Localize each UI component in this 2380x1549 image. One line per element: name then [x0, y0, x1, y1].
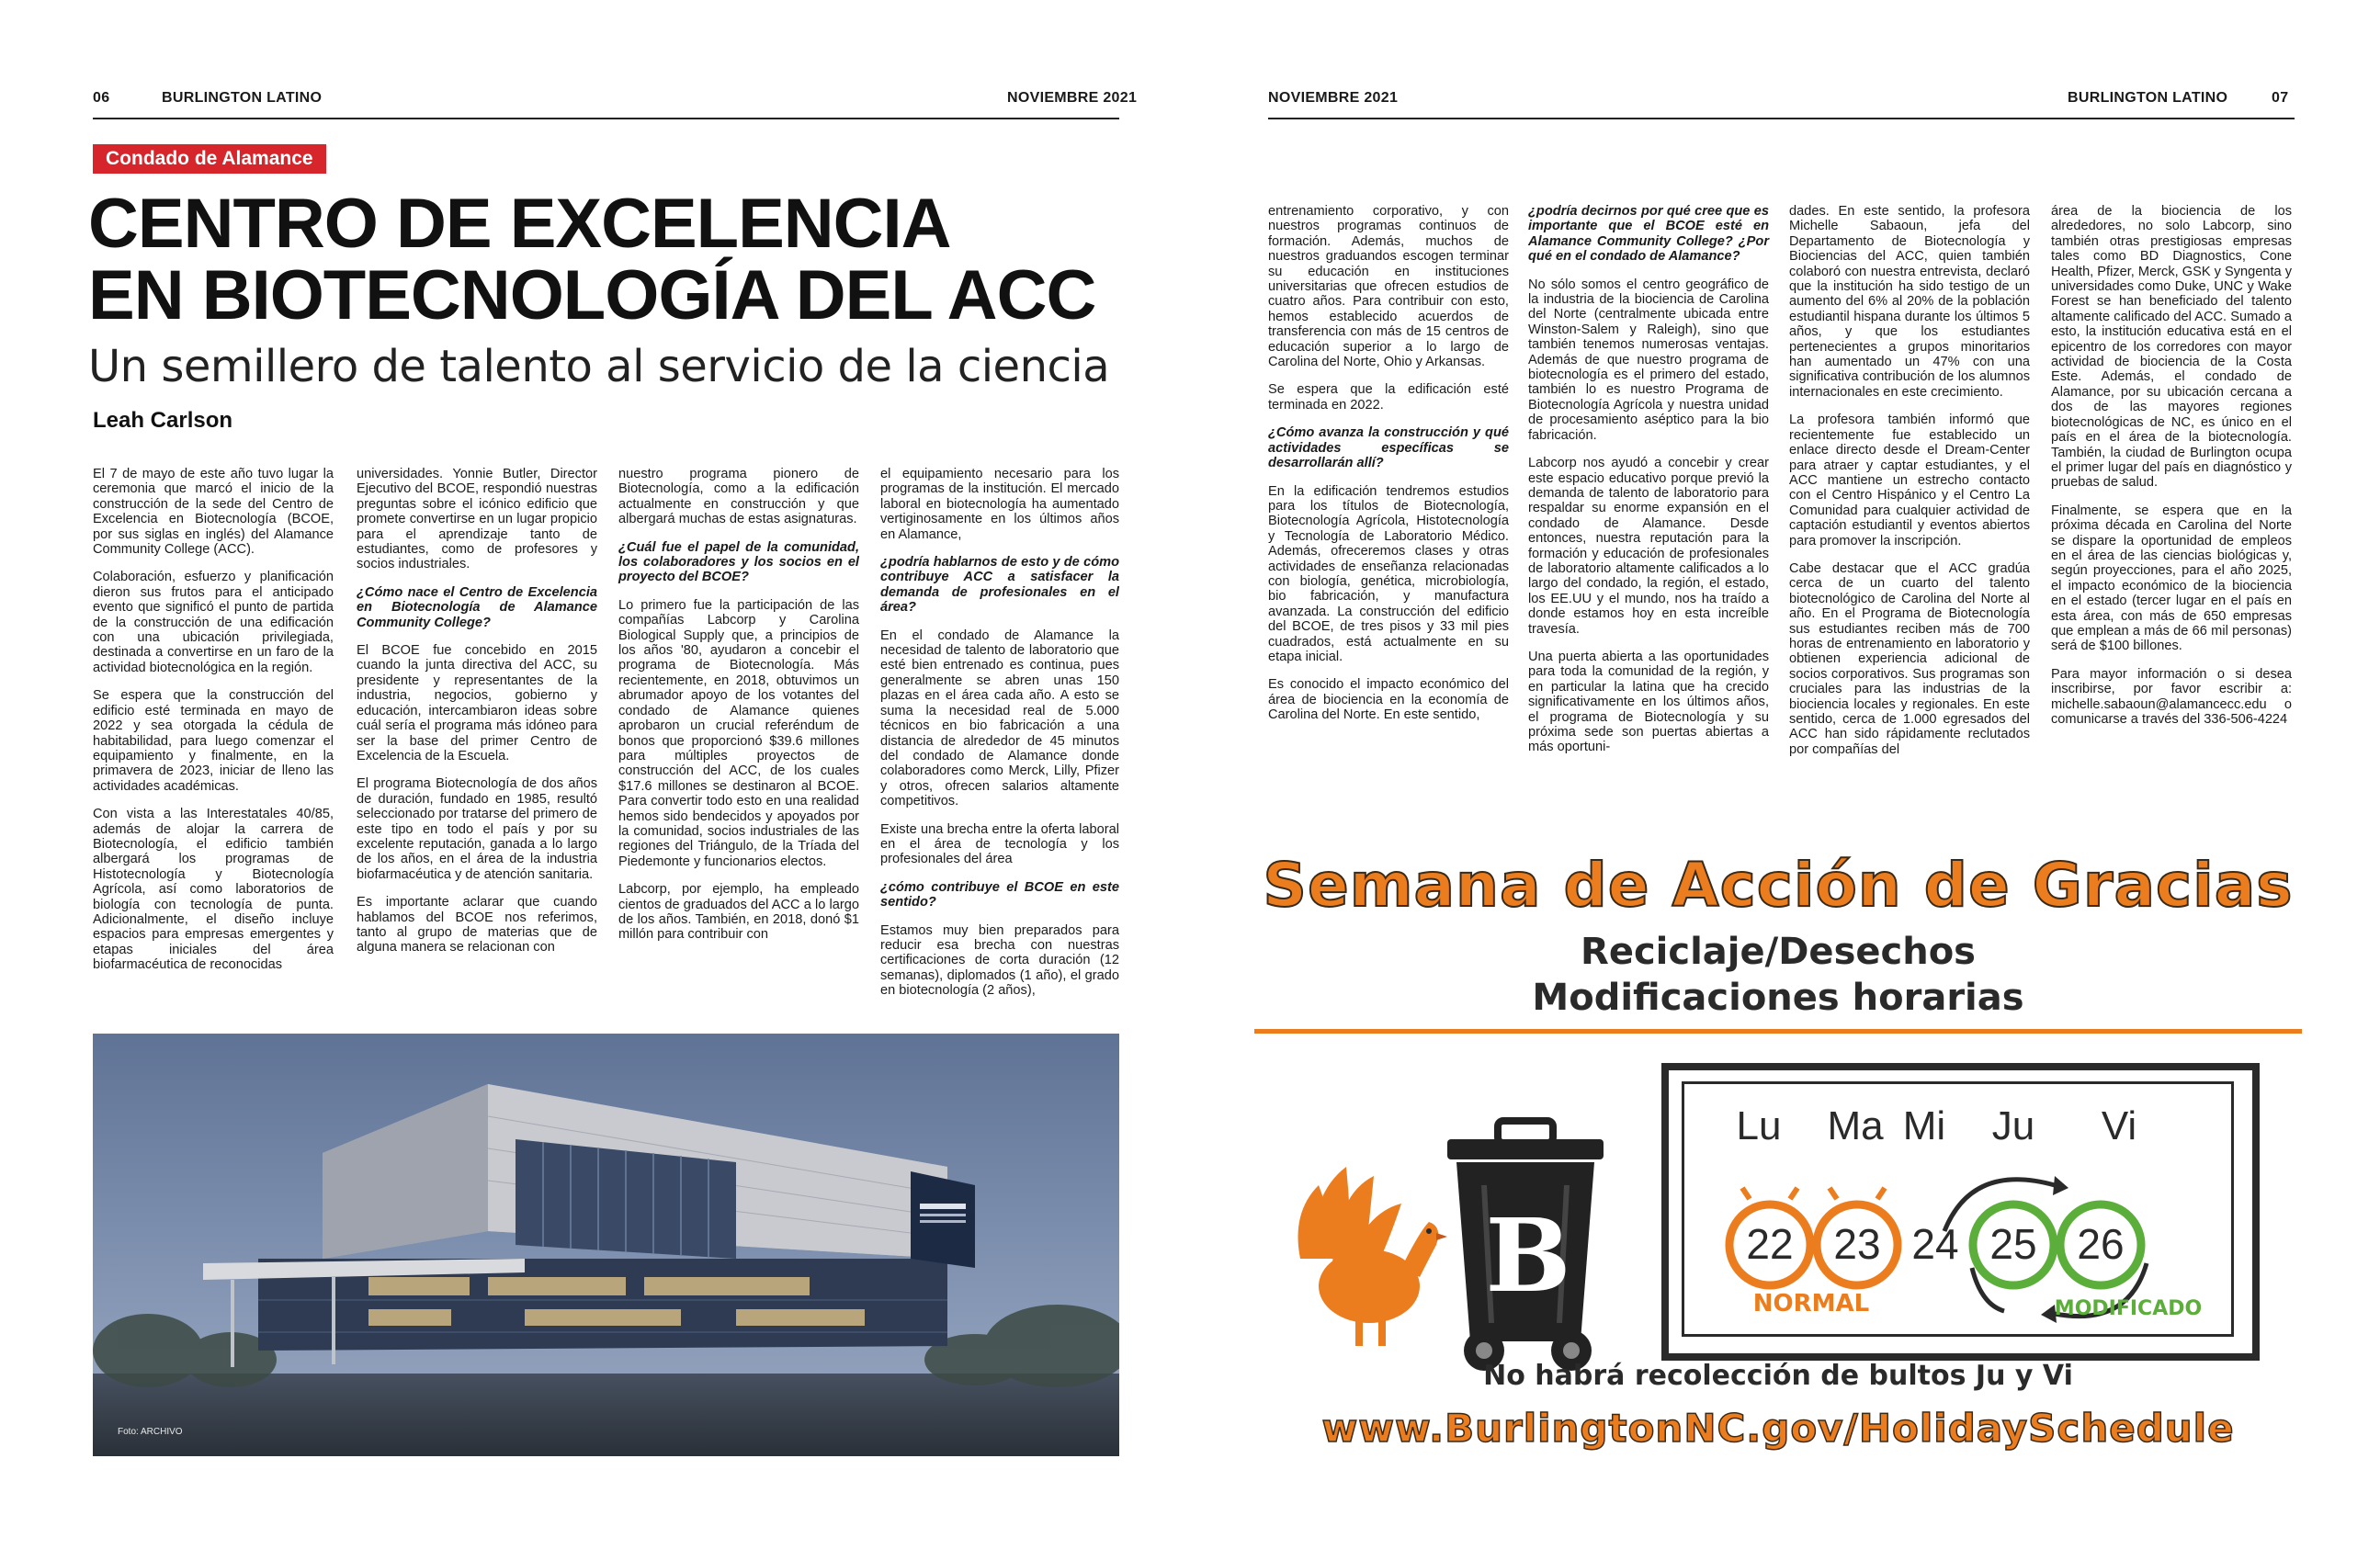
byline: Leah Carlson: [93, 408, 233, 433]
article-paragraph: El BCOE fue concebido en 2015 cuando la junta directiva del ACC, su presidente y representantes de la industria, negocios, gobierno y educación, intercambiaron ideas sobre cuál sería el programa más idóneo para ser la base del primer Centro de Excelencia de la Escuela.: [357, 643, 597, 763]
date-22: 22: [1746, 1220, 1794, 1268]
article-paragraph: En el condado de Alamance la necesidad de talento de laboratorio que esté bien entrenado es continua, pues generalmente se abren unas 150 plazas en el área cada año. A esto se suma la necesidad real de 5.000 técnicos en bio fabricación a una distancia de alrededor de 45 minutos del condado de Alamance donde colaboradores como Merck, Lilly, Pfizer y otros, ofrecen salarios altamente competitivos.: [880, 628, 1119, 809]
ad-url[interactable]: www.BurlingtonNC.gov/HolidaySchedule: [1321, 1406, 2235, 1451]
ad-divider: [1254, 1029, 2302, 1034]
article-paragraph: Se espera que la edificación esté terminada en 2022.: [1268, 382, 1509, 413]
holiday-schedule-ad: [1254, 850, 2302, 1475]
date-23: 23: [1833, 1220, 1881, 1268]
interview-question: ¿Cuál fue el papel de la comunidad, los colaboradores y los socios en el proyecto del BCOE?: [618, 539, 859, 585]
article-paragraph: Labcorp, por ejemplo, ha empleado cientos de graduados del ACC a lo largo de los años. También, en 2018, donó $1 millón para contribuir con: [618, 882, 859, 943]
date-25: 25: [1989, 1220, 2037, 1268]
day-label-ma: Ma: [1827, 1103, 1884, 1148]
subheadline: Un semillero de talento al servicio de la ciencia: [88, 341, 1110, 392]
ad-title: Semana de Acción de Gracias: [1263, 850, 2294, 921]
article-paragraph: En la edificación tendremos estudios para los títulos de Biotecnología, Biotecnología Agrícola, Histotecnología y Tecnología de Laboratorio Médico. Además, ofreceremos clases y otras actividades de enseñanza relacionadas con biología, genética, microbiología, bio fabricación, y manufactura avanzada. La construcción del edificio del BCOE, de tres pisos y 33 mil pies cuadrados, está actualmente en su etapa inicial.: [1268, 483, 1509, 664]
article-paragraph: Colaboración, esfuerzo y planificación dieron sus frutos para el anticipado evento que significó el punto de partida de la construcción de una edificación con una ubicación privilegiada, destinada a convertirse en un faro de la actividad biotecnológica en la región.: [93, 570, 334, 675]
city-logo-letter: B: [1485, 1196, 1571, 1315]
article-paragraph: Lo primero fue la participación de las compañías Labcorp y Carolina Biological Supply que, a principios de los años '80, ayudaron a concebir el programa de Biotecnología. Más recientemente, en 2018, obtuvimos un abrumador apoyo de los votantes del condado de Alamance quienes aprobaron un crucial referéndum de bonos que proporcionó $39.6 millones para múltiples proyectos de construcción del ACC, de los cuales $17.6 millones se destinaron al BCOE. Para convertir todo esto en una realidad hemos sido bendecidos y apoyados por la comunidad, socios industriales de las regiones del Triángulo, de la Tríada del Piedemonte y funcionarios electos.: [618, 597, 859, 869]
article-column-1: [93, 467, 334, 986]
article-paragraph: Es importante aclarar que cuando hablamos del BCOE nos referimos, tanto al grupo de materias que de alguna manera se relacionan con: [357, 895, 597, 955]
article-paragraph: Se espera que la construcción del edificio esté terminada en mayo de 2022 y sea otorgada la cédula de habitabilidad, para luego comenzar el equipamiento y finalmente, en la primavera de 2023, iniciar de lleno las actividades académicas.: [93, 688, 334, 794]
trash-cart-icon: [1429, 1112, 1622, 1378]
turkey-icon: [1282, 1158, 1447, 1360]
article-paragraph: dades. En este sentido, la profesora Michelle Sabaoun, jefa del Departamento de Biotecnología y Biociencias del ACC, quien también colaboró con nuestra entrevista, declaró que la institución ha sido testigo de un aumento del 6% al 20% de la población estudiantil hispana durante los últimos 5 años, y que los estudiantes pertenecientes a grupos minoritarios han aumentado un 47% con una significativa contribución de los alumnos internacionales en este crecimiento.: [1789, 204, 2030, 400]
date-26: 26: [2077, 1220, 2125, 1268]
interview-question: ¿podría decirnos por qué cree que es importante que el BCOE esté en Alamance Community College? ¿Por qué en el condado de Alamance?: [1528, 204, 1769, 265]
article-column-7: [1789, 204, 2030, 770]
headline: [88, 185, 1136, 334]
article-paragraph: Con vista a las Interestatales 40/85, además de alojar la carrera de Biotecnología, el edificio también albergará los programas de Histotecnología y Biotecnología Agrícola, así como laboratorios de biología con tecnología de punta. Adicionalmente, el diseño incluye espacios para empresas emergentes y etapas iniciales del área biofarmacéutica de reconocidas: [93, 807, 334, 973]
interview-question: ¿Cómo nace el Centro de Excelencia en Biotecnología de Alamance Community College?: [357, 584, 597, 630]
ad-notice: No habrá recolección de bultos Ju y Vi: [1483, 1360, 2073, 1392]
page-number: 06: [93, 90, 110, 106]
section-tag: Condado de Alamance: [93, 144, 326, 174]
article-paragraph: Finalmente, se espera que en la próxima década en Carolina del Norte se dispare la oportunidad de empleos en el área de las ciencias biológicas y, según proyecciones, para el año 2025, el impacto económico de la biociencia en el estado (tercer lugar en el país en esta área, con más de 650 empresas que emplean a más de 66 mil personas) será de $100 billones.: [2051, 503, 2292, 654]
calendar-graphic: [1669, 1070, 2252, 1353]
article-paragraph: universidades. Yonnie Butler, Director Ejecutivo del BCOE, respondió nuestras preguntas sobre el icónico edificio que promete convertirse en un lugar propicio para el aprendizaje tanto de estudiantes, como de profesores y socios industriales.: [357, 467, 597, 572]
article-column-2: [357, 467, 597, 968]
header-rule: [93, 118, 1119, 119]
issue-date: NOVIEMBRE 2021: [1007, 90, 1138, 106]
article-column-3: [618, 467, 859, 955]
publication-name: BURLINGTON LATINO: [2068, 90, 2228, 106]
calendar-box: [1661, 1063, 2260, 1361]
page-number: 07: [2272, 90, 2289, 106]
article-paragraph: El programa Biotecnología de dos años de duración, fundado en 1985, resultó seleccionado por tratarse del primero de este tipo en todo el país y por su excelente reputación, ganada a lo largo de los años, en el área de la industria biofarmacéutica y de atención sanitaria.: [357, 776, 597, 882]
normal-label: NORMAL: [1752, 1290, 1870, 1317]
building-photo: [93, 1034, 1119, 1456]
issue-date: NOVIEMBRE 2021: [1268, 90, 1399, 106]
article-paragraph: Existe una brecha entre la oferta laboral en el área de tecnología y los profesionales del área: [880, 821, 1119, 867]
article-column-5: [1268, 204, 1509, 736]
modified-label: MODIFICADO: [2054, 1297, 2203, 1320]
article-paragraph: Una puerta abierta a las oportunidades para toda la comunidad de la región, y en particular la latina que ha crecido significativamente en los últimos años, el programa de Biotecnología y su próxima sede son puertas abiertas a más oportuni-: [1528, 649, 1769, 755]
article-paragraph: No sólo somos el centro geográfico de la industria de la biociencia de Carolina del Norte (centralmente ubicada entre Winston-Salem y Raleigh), sino que también tenemos numerosas ventajas. Además de que nuestro programa de biotecnología es el primero del estado, también lo es nuestro Programa de Biotecnología Agrícola y nuestra unidad de procesamiento aséptico para la bio fabricación.: [1528, 277, 1769, 443]
article-column-8: [2051, 204, 2292, 740]
article-paragraph: Para mayor información o si desea inscribirse, por favor escribir a: michelle.sabaoun@alamancecc.edu o comunicarse a través del 336-506-4224: [2051, 666, 2292, 727]
ad-subtitle-schedule: Modificaciones horarias: [1532, 977, 2024, 1019]
photo-credit: Foto: ARCHIVO: [118, 1427, 183, 1437]
article-paragraph: entrenamiento corporativo, y con nuestros programas continuos de formación. Además, muchos de nuestros graduandos escogen terminar su educación en instituciones universitarias que ofrecen estudios de cuatro años. Para contribuir con esto, hemos establecido acuerdos de transferencia con más de 15 centros de educación superior a lo largo de Carolina del Norte, Ohio y Arkansas.: [1268, 204, 1509, 370]
interview-question: ¿cómo contribuye el BCOE en este sentido?: [880, 879, 1119, 910]
article-paragraph: el equipamiento necesario para los programas de la institución. El mercado laboral en biotecnología ha aumentado vertiginosamente en los últimos años en Alamance,: [880, 467, 1119, 542]
article-paragraph: La profesora también informó que recientemente fue establecido un enlace directo desde el Dream-Center para atraer y captar estudiantes, y el ACC mantiene un estrecho contacto con el Centro Hispánico y el Centro La Comunidad para cualquier actividad de captación estudiantil y eventos abiertos para promover la inscripción.: [1789, 413, 2030, 548]
headline-line-1: CENTRO DE EXCELENCIA: [88, 185, 951, 263]
publication-name: BURLINGTON LATINO: [162, 90, 323, 106]
header-rule: [1268, 118, 2295, 119]
interview-question: ¿Cómo avanza la construcción y qué actividades específicas se desarrollarán allí?: [1268, 425, 1509, 471]
ad-subtitle-recycling: Reciclaje/Desechos: [1581, 931, 1976, 973]
article-paragraph: Es conocido el impacto económico del área de biociencia en la economía de Carolina del Norte. En este sentido,: [1268, 677, 1509, 723]
day-label-ju: Ju: [1991, 1103, 2035, 1148]
date-24: 24: [1911, 1220, 1959, 1268]
interview-question: ¿podría hablarnos de esto y de cómo contribuye ACC a satisfacer la demanda de profesionales en el área?: [880, 555, 1119, 616]
article-paragraph: área de la biociencia de los alrededores, no solo Labcorp, sino también otras prestigiosas empresas tales como BD Diagnostics, Cone Health, Pfizer, Merck, GSK y Syngenta y universidades como Duke, UNC y Wake Forest se han beneficiado del talento altamente calificado del ACC. Sumado a esto, la institución educativa está en el epicentro de los corredores con mayor actividad de biociencia de la Costa Este. Además, el condado de Alamance, por su ubicación cercana a dos de las mayores regiones biotecnológicas de NC, es único en el país en el área de la biotecnología. También, la ciudad de Burlington ocupa el primer lugar del país en diagnóstico y pruebas de salud.: [2051, 204, 2292, 491]
day-label-vi: Vi: [2101, 1103, 2137, 1148]
article-column-6: [1528, 204, 1769, 768]
article-paragraph: nuestro programa pionero de Biotecnología, como a la edificación actualmente en construcción y que albergará muchas de estas asignaturas.: [618, 467, 859, 527]
article-paragraph: Cabe destacar que el ACC gradúa cerca de un cuarto del talento biotecnológico de Carolina del Norte al año. En el Programa de Biotecnología sus estudiantes reciben más de 700 horas de entrenamiento en laboratorio y obtienen experiencia adicional de socios corporativos. Sus programas son cruciales para las industrias de la biociencia locales y regionales. En este sentido, cerca de 1.000 egresados del ACC han sido rápidamente reclutados por compañías del: [1789, 560, 2030, 757]
article-column-4: [880, 467, 1119, 1012]
day-label-lu: Lu: [1736, 1103, 1782, 1148]
article-paragraph: El 7 de mayo de este año tuvo lugar la ceremonia que marcó el inicio de la construcción de la sede del Centro de Excelencia en Biotecnología (BCOE, por sus siglas en inglés) del Alamance Community College (ACC).: [93, 467, 334, 558]
day-label-mi: Mi: [1902, 1103, 1946, 1148]
headline-line-2: EN BIOTECNOLOGÍA DEL ACC: [88, 256, 1096, 334]
article-paragraph: Estamos muy bien preparados para reducir esa brecha con nuestras certificaciones de corta duración (12 semanas), diplomados (1 año), el grado en biotecnología (2 años),: [880, 922, 1119, 999]
article-paragraph: Labcorp nos ayudó a concebir y crear este espacio educativo porque previó la demanda de talento de laboratorio para respaldar su enorme expansión en el condado de Alamance. Desde entonces, nuestra reputación para la formación y educación de profesionales de laboratorio altamente calificados a lo largo del condado, la región, el estado, los EE.UU y el mundo, nos ha traído a donde estamos hoy en esta increíble travesía.: [1528, 456, 1769, 637]
